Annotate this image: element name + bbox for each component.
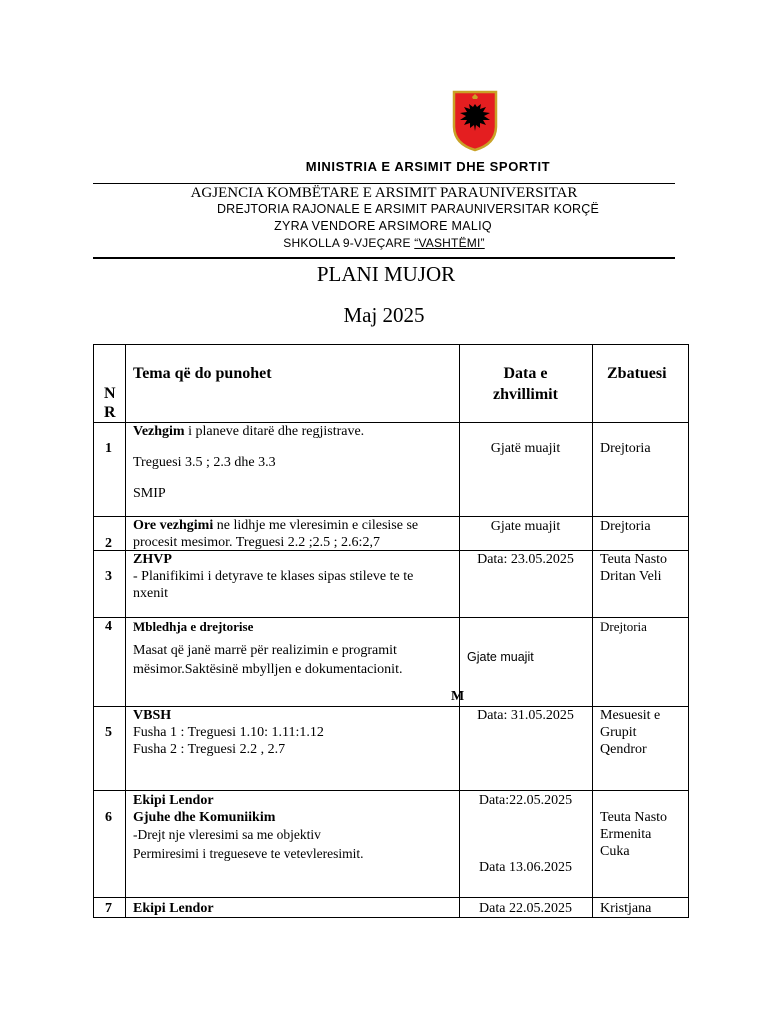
table-col-divider-topic [459, 344, 460, 918]
table-row-divider [93, 790, 689, 791]
header-implementer: Zbatuesi [607, 365, 667, 382]
row-3-implementer-line2: Dritan Veli [600, 569, 662, 584]
row-6-date: Data:22.05.2025 [478, 793, 573, 808]
header-divider-top [93, 183, 675, 184]
table-row-divider [93, 897, 689, 898]
row-6-implementer-line1: Teuta Nasto [600, 810, 668, 825]
row-1-topic-bold: Vezhgim [133, 424, 185, 439]
row-2-date: Gjate muajit [490, 519, 561, 534]
row-1-nr: 1 [105, 441, 112, 456]
table-col-divider-nr [125, 344, 126, 918]
school-name: “VASHTËMI” [414, 236, 485, 250]
row-5-implementer-line2: Grupit [600, 725, 637, 740]
row-2-topic-line2: procesit mesimor. Treguesi 2.2 ;2.5 ; 2.6:2,7 [133, 535, 380, 550]
row-6-topic-bold: Ekipi Lendor [133, 793, 214, 808]
row-1-date: Gjatë muajit [490, 441, 561, 456]
row-7-nr: 7 [105, 901, 112, 916]
row-6-topic-bold2: Gjuhe dhe Komuniikim [133, 810, 276, 825]
row-5-implementer-line3: Qendror [600, 742, 647, 757]
table-col-divider-date [592, 344, 593, 918]
table-border-top [93, 344, 689, 345]
document-month: Maj 2025 [343, 303, 425, 327]
table-border-left [93, 344, 94, 918]
table-border-right [688, 344, 689, 918]
row-5-nr: 5 [105, 725, 112, 740]
row-2-topic-bold: Ore vezhgimi [133, 518, 214, 533]
row-6-implementer-line2: Ermenita [600, 827, 652, 842]
row-6-topic-line3: -Drejt nje vleresimi sa me objektiv [133, 827, 321, 842]
ministry-name: MINISTRIA E ARSIMIT DHE SPORTIT [305, 159, 551, 174]
document-title: PLANI MUJOR [316, 262, 456, 286]
header-topic: Tema që do punohet [133, 365, 272, 382]
row-2-topic-rest: ne lidhje me vleresimin e cilesise se [213, 518, 419, 533]
row-7-date: Data 22.05.2025 [479, 901, 572, 916]
row-6-topic-line4: Permiresimi i tregueseve te vetevleresimit. [133, 846, 364, 861]
row-3-implementer-line1: Teuta Nasto [600, 552, 668, 567]
row-1-topic-line2: Treguesi 3.5 ; 2.3 dhe 3.3 [133, 455, 276, 470]
row-1-topic-line3: SMIP [133, 486, 166, 501]
row-2-implementer: Drejtoria [600, 519, 651, 534]
row-6-date2: Data 13.06.2025 [479, 860, 572, 875]
row-2-topic-line1 [133, 517, 418, 534]
row-7-implementer: Kristjana [600, 901, 652, 916]
agency-name: AGJENCIA KOMBËTARE E ARSIMIT PARAUNIVERSITAR [190, 185, 578, 201]
row-5-topic-bold: VBSH [133, 708, 172, 723]
header-date-line2: zhvillimit [493, 386, 558, 403]
row-1-topic-rest: i planeve ditarë dhe regjistrave. [184, 424, 365, 439]
row-4-topic-bold: Mbledhja e drejtorise [133, 619, 254, 634]
regional-directorate: DREJTORIA RAJONALE E ARSIMIT PARAUNIVERSITAR KORÇË [216, 202, 600, 216]
row-5-date: Data: 31.05.2025 [477, 708, 574, 723]
coat-of-arms-emblem [452, 90, 498, 152]
local-office: ZYRA VENDORE ARSIMORE MALIQ [274, 219, 492, 233]
row-4-topic-line3: mësimor.Saktësinë mbylljen e dokumentacionit. [133, 662, 403, 677]
row-2-nr: 2 [105, 536, 112, 551]
row-7-topic-bold: Ekipi Lendor [133, 901, 214, 916]
row-3-date: Data: 23.05.2025 [477, 552, 574, 567]
row-4-stray-mark: M [451, 689, 465, 704]
row-5-topic-line3: Fusha 2 : Treguesi 2.2 , 2.7 [133, 742, 286, 757]
row-3-topic-line3: nxenit [133, 586, 168, 601]
header-nr-line1: N [104, 385, 116, 402]
plan-table [93, 344, 689, 918]
row-4-implementer: Drejtoria [600, 619, 647, 634]
header-nr-line2: R [104, 404, 116, 421]
row-5-implementer-line1: Mesuesit e [600, 708, 661, 723]
table-border-bottom [93, 917, 689, 918]
row-3-topic-line2: - Planifikimi i detyrave te klases sipas stileve te te [133, 569, 414, 584]
row-4-nr: 4 [105, 619, 112, 634]
row-6-implementer-line3: Cuka [600, 844, 630, 859]
row-1-implementer: Drejtoria [600, 441, 651, 456]
row-4-date: Gjate muajit [467, 650, 534, 664]
row-1-topic-line1 [133, 423, 364, 440]
header-date-line1: Data e [503, 365, 548, 382]
row-4-topic-line2: Masat që janë marrë për realizimin e programit [133, 643, 397, 658]
row-6-nr: 6 [105, 810, 112, 825]
header-divider-bottom [93, 257, 675, 259]
school-prefix: SHKOLLA 9-VJEÇARE [283, 236, 415, 250]
row-3-topic-bold: ZHVP [133, 552, 172, 567]
row-5-topic-line2: Fusha 1 : Treguesi 1.10: 1.11:1.12 [133, 725, 324, 740]
row-3-nr: 3 [105, 569, 112, 584]
school-line [0, 236, 768, 250]
